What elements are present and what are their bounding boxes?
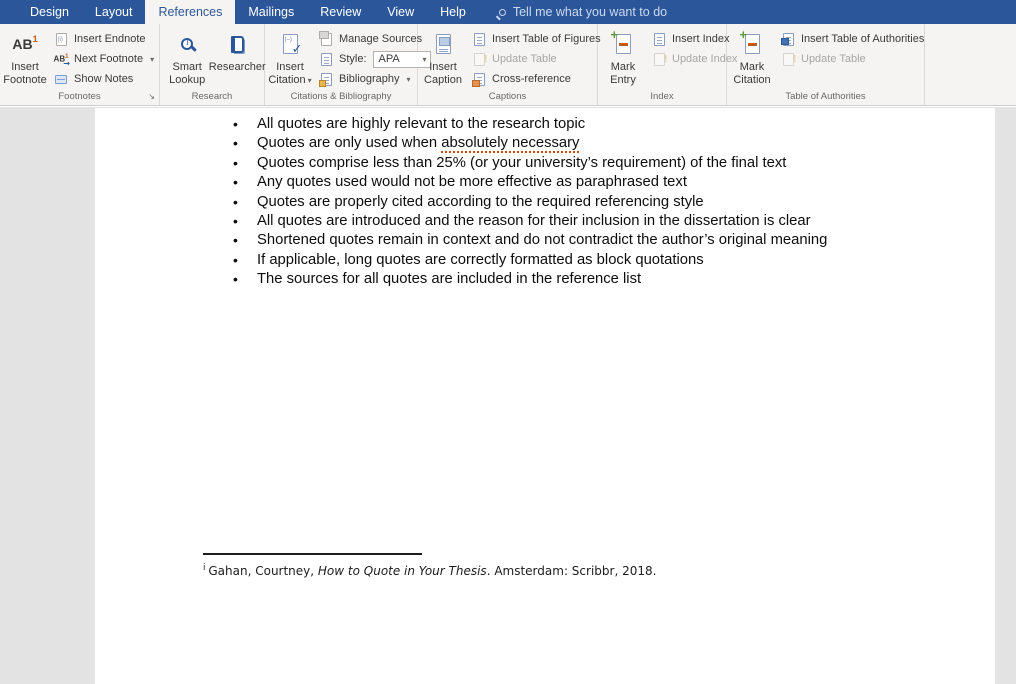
update-table-button[interactable]: ! Update Table: [466, 49, 605, 69]
footnotes-dialog-launcher-icon[interactable]: ↘: [148, 92, 155, 101]
tab-list: [17, 0, 479, 24]
document-page[interactable]: [95, 108, 995, 684]
manage-sources-icon: [317, 31, 335, 47]
table-of-authorities-group: [727, 24, 925, 105]
insert-citation-icon: [283, 29, 298, 59]
update-index-icon: [650, 51, 668, 67]
update-table-icon: [779, 51, 797, 67]
insert-table-of-authorities-icon: [779, 31, 797, 47]
update-table-authorities-button[interactable]: ! Update Table: [775, 49, 928, 69]
ribbon: [0, 24, 1016, 106]
tab-view[interactable]: View: [387, 5, 415, 19]
tell-me-search[interactable]: [489, 0, 677, 24]
captions-group-label: Captions: [488, 91, 527, 102]
next-footnote-button[interactable]: $AB^1$ → Next Footnote ▾: [53, 53, 155, 68]
footnote-separator: [203, 553, 422, 555]
insert-index-button[interactable]: Insert Index: [646, 29, 741, 49]
update-table-icon: [470, 51, 488, 67]
tab-design[interactable]: Design: [30, 5, 69, 19]
style-icon: [317, 51, 335, 67]
authorities-group-label: Table of Authorities: [785, 91, 866, 102]
researcher-button[interactable]: Researcher: [212, 27, 262, 74]
bullet-list: [233, 115, 901, 290]
smart-lookup-button[interactable]: i Smart Lookup: [162, 27, 212, 86]
insert-table-of-figures-button[interactable]: Insert Table of Figures: [466, 29, 605, 49]
index-group: [598, 24, 738, 105]
citations-group: [265, 24, 427, 105]
bullet-item: • If applicable, long quotes are correctly formatted as block quotations: [233, 251, 901, 270]
bullet-item: • Any quotes used would not be more effective as paraphrased text: [233, 173, 901, 192]
insert-endnote-icon: [52, 31, 70, 47]
tell-me-label: Tell me what you want to do: [512, 5, 668, 19]
captions-group: [418, 24, 601, 105]
show-notes-button[interactable]: Show Notes: [48, 69, 158, 89]
cross-reference-icon: [470, 71, 488, 87]
footnote-text: $^i$ Gahan, Courtney, How to Quote in Your Thesis. Amsterdam: Scribbr, 2018.: [203, 563, 657, 578]
tab-layout[interactable]: Layout: [94, 5, 133, 19]
show-notes-icon: [52, 71, 70, 87]
chevron-down-icon: ▾: [307, 75, 312, 85]
search-icon: [499, 9, 506, 16]
index-group-label: Index: [650, 91, 674, 102]
footnotes-group-label: Footnotes: [58, 91, 101, 102]
bullet-item: • All quotes are highly relevant to the research topic: [233, 115, 901, 134]
citations-group-label: Citations & Bibliography: [290, 91, 392, 102]
cross-reference-button[interactable]: Cross-reference: [466, 69, 605, 89]
spellcheck-underlined-text: absolutely necessary: [441, 135, 580, 152]
next-footnote-icon: $AB^1$ →: [53, 54, 70, 68]
smart-lookup-icon: [181, 29, 193, 59]
bullet-item: • All quotes are introduced and the reason for their inclusion in the dissertation is clear: [233, 212, 901, 231]
ribbon-tab-bar: [0, 0, 1016, 24]
chevron-down-icon: ▾: [406, 74, 411, 84]
researcher-icon: [231, 29, 244, 59]
manage-sources-button[interactable]: Manage Sources: [313, 29, 435, 49]
research-group-label: Research: [191, 91, 233, 102]
bullet-item: • The sources for all quotes are included in the reference list: [233, 270, 901, 289]
insert-footnote-button[interactable]: AB 1 Insert Footnote: [2, 27, 48, 86]
tab-help[interactable]: Help: [440, 5, 466, 19]
bullet-item: • Shortened quotes remain in context and do not contradict the author’s original meaning: [233, 231, 901, 250]
insert-table-of-authorities-button[interactable]: Insert Table of Authorities: [775, 29, 928, 49]
bullet-item: • Quotes are only used when absolutely necessary: [233, 134, 901, 153]
insert-caption-button[interactable]: Insert Caption: [420, 27, 466, 86]
mark-citation-button[interactable]: + Mark Citation: [729, 27, 775, 86]
document-workspace: [0, 107, 1016, 684]
mark-citation-icon: [745, 29, 760, 59]
research-group: [160, 24, 265, 105]
insert-endnote-button[interactable]: (i) Insert Endnote: [48, 29, 158, 49]
mark-entry-button[interactable]: + Mark Entry: [600, 27, 646, 86]
chevron-down-icon: ▾: [150, 54, 155, 64]
ribbon-empty-space: [925, 24, 1016, 105]
style-dropdown[interactable]: APA ▾: [373, 51, 431, 68]
bibliography-icon: [317, 71, 335, 87]
bullet-item: • Quotes comprise less than 25% (or your university’s requirement) of the final text: [233, 154, 901, 173]
insert-caption-icon: [436, 29, 451, 59]
insert-footnote-icon: AB 1: [12, 34, 38, 52]
style-row: Style: APA ▾: [313, 49, 435, 69]
bullet-item: • Quotes are properly cited according to the required referencing style: [233, 193, 901, 212]
tab-review[interactable]: Review: [320, 5, 362, 19]
insert-index-icon: [650, 31, 668, 47]
bibliography-button[interactable]: Bibliography ▾: [313, 69, 435, 89]
mark-entry-icon: [616, 29, 631, 59]
tab-references[interactable]: References: [145, 0, 235, 24]
insert-table-of-figures-icon: [470, 31, 488, 47]
footnotes-group: [0, 24, 160, 105]
tab-mailings[interactable]: Mailings: [248, 5, 295, 19]
chevron-down-icon: ▾: [422, 54, 427, 64]
footnote-marker: i: [203, 563, 206, 573]
update-index-button[interactable]: ! Update Index: [646, 49, 741, 69]
insert-citation-button[interactable]: (–) ✓ Insert Citation ▾: [267, 27, 313, 87]
